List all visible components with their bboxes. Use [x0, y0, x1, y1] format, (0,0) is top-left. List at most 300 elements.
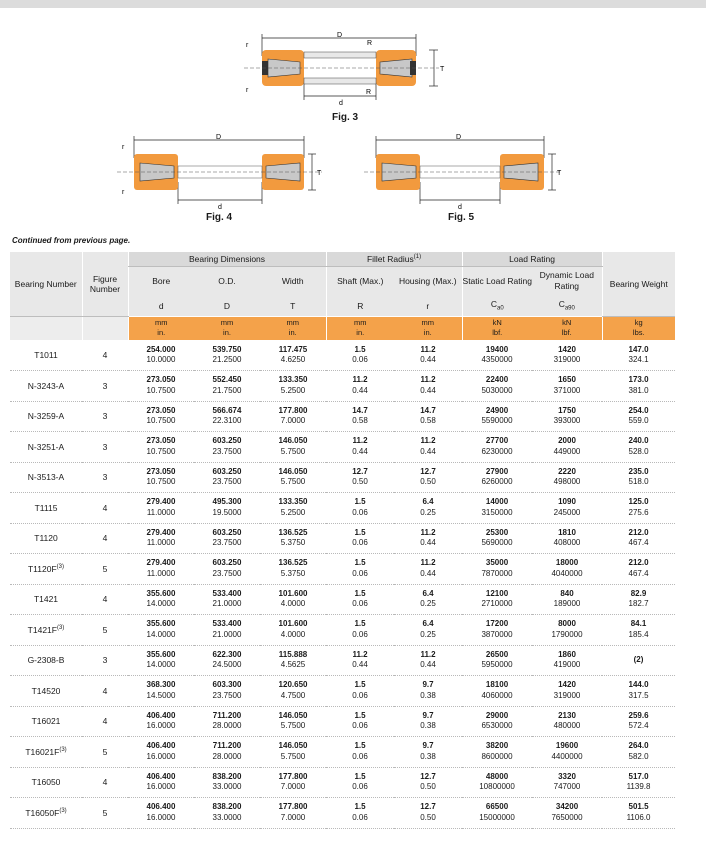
bearing-number: T1011: [34, 350, 58, 360]
R-imperial-value: 0.06: [352, 629, 368, 639]
r-cell: [394, 706, 462, 737]
od-metric-value: 711.200: [212, 710, 242, 720]
wt-metric-value: 235.0: [628, 466, 649, 476]
table-row: [10, 737, 675, 768]
w-cell: [260, 340, 326, 371]
od-cell: [194, 645, 260, 676]
wt-imperial-value: 185.4: [628, 629, 649, 639]
R-imperial-value: 0.50: [352, 477, 368, 487]
wt-metric-value: 147.0: [628, 344, 649, 354]
st-cell: [462, 554, 532, 585]
bore-cell: [128, 584, 194, 615]
bearing-number: T1421F: [27, 624, 57, 635]
st-cell: [462, 798, 532, 829]
bore-metric-value: 273.050: [146, 436, 176, 446]
r-cell: [394, 798, 462, 829]
r-cell: [394, 462, 462, 493]
wt-metric-value: 240.0: [628, 436, 649, 446]
table-row: [10, 371, 675, 402]
R-metric-value: 1.5: [354, 344, 366, 354]
w-metric-value: 136.525: [278, 558, 308, 568]
fig3-label-r-top: r: [246, 42, 249, 49]
wt-imperial-value: 559.0: [628, 416, 649, 426]
header-shaft: Shaft (Max.): [326, 266, 394, 296]
bearing-number: N-3513-A: [27, 472, 65, 483]
top-band: [0, 0, 706, 8]
st-metric-value: 26500: [485, 649, 509, 659]
fig4-label-r-top: r: [122, 144, 125, 151]
R-metric-value: 14.7: [352, 405, 368, 415]
dy-metric-value: 1750: [558, 405, 576, 415]
wt-cell: [602, 493, 675, 524]
wt-imperial-value: 572.4: [628, 721, 649, 731]
header-static: Static Load Rating: [462, 266, 532, 296]
dy-cell: [532, 645, 602, 676]
od-imperial-value: 23.7500: [212, 538, 242, 548]
st-cell: [462, 523, 532, 554]
dy-cell: [532, 462, 602, 493]
od-imperial-value: 22.3100: [212, 416, 242, 426]
dy-cell: [532, 584, 602, 615]
dy-imperial-value: 7650000: [551, 812, 583, 822]
w-cell: [260, 493, 326, 524]
st-cell: [462, 615, 532, 646]
bore-cell: [128, 493, 194, 524]
r-cell: [394, 340, 462, 371]
bore-metric-value: 279.400: [146, 497, 176, 507]
w-imperial-value: 5.7500: [280, 751, 306, 761]
w-cell: [260, 737, 326, 768]
units-shaft: mm in.: [326, 316, 394, 340]
dy-imperial-value: 408000: [553, 538, 581, 548]
fig5-label-d: d: [458, 204, 462, 211]
w-metric-value: 115.888: [278, 649, 308, 659]
st-imperial-value: 6260000: [481, 477, 513, 487]
w-cell: [260, 523, 326, 554]
bearing-number: T14520: [31, 685, 61, 696]
bearing-number-cell: [10, 462, 82, 493]
R-cell: [326, 401, 394, 432]
table-row: [10, 401, 675, 432]
st-metric-value: 27900: [485, 466, 509, 476]
st-metric-value: 29000: [485, 710, 509, 720]
r-cell: [394, 645, 462, 676]
bore-cell: [128, 554, 194, 585]
R-metric-value: 1.5: [354, 680, 366, 690]
w-cell: [260, 554, 326, 585]
symbol-r: r: [394, 296, 462, 316]
figure-number-cell: 5: [82, 615, 128, 646]
dy-cell: [532, 554, 602, 585]
bore-cell: [128, 706, 194, 737]
r-metric-value: 9.7: [422, 680, 434, 690]
r-imperial-value: 0.50: [420, 477, 436, 487]
w-cell: [260, 371, 326, 402]
figure-number-cell: 4: [82, 493, 128, 524]
r-metric-value: 12.7: [420, 802, 436, 812]
bore-cell: [128, 432, 194, 463]
units-blank-1: [10, 316, 82, 340]
st-imperial-value: 6530000: [481, 721, 513, 731]
od-metric-value: 495.300: [212, 497, 242, 507]
r-cell: [394, 523, 462, 554]
wt-cell: [602, 615, 675, 646]
symbol-ca0-c: C: [490, 299, 497, 310]
w-imperial-value: 4.0000: [280, 629, 306, 639]
w-imperial-value: 4.7500: [280, 690, 306, 700]
R-metric-value: 1.5: [354, 710, 366, 720]
od-imperial-value: 24.5000: [212, 660, 242, 670]
dy-metric-value: 840: [560, 588, 574, 598]
dy-imperial-value: 371000: [553, 385, 581, 395]
wt-cell: [602, 371, 675, 402]
st-imperial-value: 15000000: [479, 812, 515, 822]
st-cell: [462, 737, 532, 768]
od-cell: [194, 798, 260, 829]
dy-cell: [532, 737, 602, 768]
fig3-label-D: D: [337, 32, 343, 39]
fig4-label-r-bottom: r: [122, 189, 125, 196]
bore-imperial-value: 14.0000: [146, 660, 176, 670]
od-cell: [194, 676, 260, 707]
R-metric-value: 11.2: [352, 375, 368, 385]
R-imperial-value: 0.06: [352, 751, 368, 761]
wt-imperial-value: 582.0: [628, 751, 649, 761]
dy-imperial-value: 189000: [553, 599, 581, 609]
footnote-marker: (3): [59, 807, 67, 814]
od-cell: [194, 493, 260, 524]
od-cell: [194, 554, 260, 585]
wt-imperial-value: 528.0: [628, 446, 649, 456]
dy-metric-value: 1090: [558, 497, 576, 507]
wt-cell: [602, 432, 675, 463]
od-metric-value: 533.400: [212, 619, 242, 629]
bore-imperial-value: 11.0000: [146, 538, 176, 548]
figure-3-drawing: [224, 28, 454, 108]
w-metric-value: 133.350: [278, 497, 308, 507]
table-row: [10, 523, 675, 554]
symbol-ca0-sub: a0: [496, 306, 504, 313]
r-imperial-value: 0.38: [420, 721, 436, 731]
dy-imperial-value: 449000: [553, 446, 581, 456]
w-cell: [260, 462, 326, 493]
r-metric-value: 11.2: [420, 344, 436, 354]
w-metric-value: 146.050: [278, 466, 308, 476]
r-metric-value: 11.2: [420, 558, 436, 568]
dy-metric-value: 1860: [558, 649, 576, 659]
bearing-number-cell: [10, 401, 82, 432]
units-dynamic: kN lbf.: [532, 316, 602, 340]
dy-cell: [532, 767, 602, 798]
st-cell: [462, 584, 532, 615]
dy-cell: [532, 493, 602, 524]
R-metric-value: 1.5: [354, 619, 366, 629]
table-row: [10, 493, 675, 524]
bore-cell: [128, 798, 194, 829]
r-imperial-value: 0.44: [420, 355, 436, 364]
dy-cell: [532, 798, 602, 829]
fillet-radius-label: Fillet Radius: [366, 253, 414, 264]
bore-metric-value: 355.600: [146, 619, 176, 629]
units-weight: kg lbs.: [602, 316, 675, 340]
dy-imperial-value: 480000: [553, 721, 581, 731]
bore-cell: [128, 462, 194, 493]
r-metric-value: 11.2: [420, 649, 436, 659]
symbol-ca90-c: C: [558, 299, 565, 310]
fig3-label-R-bottom: R: [366, 89, 372, 96]
w-metric-value: 101.600: [278, 588, 308, 598]
figure-number-cell: 3: [82, 432, 128, 463]
od-cell: [194, 584, 260, 615]
R-cell: [326, 615, 394, 646]
wt-metric-value: 173.0: [628, 375, 649, 385]
dy-imperial-value: 1790000: [551, 629, 583, 639]
dy-metric-value: 2000: [558, 436, 576, 446]
R-metric-value: 1.5: [354, 802, 366, 812]
od-metric-value: 838.200: [212, 771, 242, 781]
table-row: [10, 615, 675, 646]
od-metric-value: 566.674: [212, 405, 242, 415]
wt-imperial-value: 324.1: [628, 355, 649, 364]
R-metric-value: 1.5: [354, 771, 366, 781]
bearing-number: T16050F: [25, 807, 60, 818]
od-imperial-value: 33.0000: [212, 782, 242, 792]
w-imperial-value: 5.2500: [280, 385, 306, 395]
dy-imperial-value: 393000: [553, 416, 581, 426]
R-metric-value: 12.7: [352, 466, 368, 476]
w-cell: [260, 645, 326, 676]
units-bore: mm in.: [128, 316, 194, 340]
od-imperial-value: 19.5000: [212, 507, 242, 517]
dy-imperial-value: 319000: [553, 690, 581, 700]
od-imperial-value: 23.7500: [212, 690, 242, 700]
header-load-rating: Load Rating: [462, 252, 602, 266]
wt-cell: [602, 462, 675, 493]
st-cell: [462, 767, 532, 798]
R-cell: [326, 493, 394, 524]
od-metric-value: 533.400: [212, 588, 242, 598]
units-static: kN lbf.: [462, 316, 532, 340]
bearing-number: T16021: [31, 716, 61, 727]
fig3-label-d: d: [339, 100, 343, 107]
figure-number-cell: 5: [82, 737, 128, 768]
w-imperial-value: 4.6250: [280, 355, 306, 364]
bore-metric-value: 279.400: [146, 558, 176, 568]
od-cell: [194, 615, 260, 646]
st-imperial-value: 10800000: [479, 782, 515, 792]
od-metric-value: 622.300: [212, 649, 242, 659]
w-imperial-value: 5.7500: [280, 721, 306, 731]
r-metric-value: 14.7: [420, 405, 436, 415]
od-metric-value: 838.200: [212, 802, 242, 812]
fig5-label-T: T: [557, 170, 562, 177]
R-cell: [326, 706, 394, 737]
r-metric-value: 12.7: [420, 466, 436, 476]
r-imperial-value: 0.25: [420, 629, 436, 639]
header-width: Width: [260, 266, 326, 296]
R-imperial-value: 0.06: [352, 812, 368, 822]
r-imperial-value: 0.25: [420, 599, 436, 609]
wt-imperial-value: 381.0: [628, 385, 649, 395]
bearing-number-cell: [10, 737, 82, 768]
bearing-number-cell: [10, 615, 82, 646]
w-imperial-value: 4.0000: [280, 599, 306, 609]
bore-imperial-value: 11.0000: [146, 568, 176, 578]
fillet-radius-note: (1): [413, 253, 422, 260]
bore-cell: [128, 615, 194, 646]
wt-imperial-value: 182.7: [628, 599, 649, 609]
w-imperial-value: 5.2500: [280, 507, 306, 517]
dy-metric-value: 18000: [555, 558, 579, 568]
r-cell: [394, 584, 462, 615]
bearing-number-cell: [10, 371, 82, 402]
figure-number-cell: 3: [82, 371, 128, 402]
table-row: [10, 767, 675, 798]
header-fillet-radius: [326, 252, 462, 266]
bearing-number-cell: [10, 523, 82, 554]
bore-imperial-value: 14.0000: [146, 599, 176, 609]
dy-metric-value: 2130: [558, 710, 576, 720]
figure-number-cell: 4: [82, 340, 128, 371]
footnote-marker: (3): [56, 563, 64, 570]
fig5-caption: Fig. 5: [448, 212, 475, 223]
fig4-label-T: T: [317, 170, 322, 177]
w-metric-value: 136.525: [278, 527, 308, 537]
R-metric-value: 1.5: [354, 558, 366, 568]
st-metric-value: 35000: [485, 558, 509, 568]
bore-cell: [128, 767, 194, 798]
bore-metric-value: 273.050: [146, 405, 176, 415]
symbol-d: d: [128, 296, 194, 316]
R-imperial-value: 0.06: [352, 538, 368, 548]
r-cell: [394, 493, 462, 524]
r-imperial-value: 0.38: [420, 751, 436, 761]
bearing-number-cell: [10, 706, 82, 737]
r-cell: [394, 371, 462, 402]
dy-cell: [532, 706, 602, 737]
R-cell: [326, 584, 394, 615]
dy-imperial-value: 4040000: [551, 568, 583, 578]
header-bore: Bore: [128, 266, 194, 296]
dy-cell: [532, 432, 602, 463]
header-bearing-number: Bearing Number: [10, 252, 82, 316]
r-imperial-value: 0.50: [420, 782, 436, 792]
bore-cell: [128, 676, 194, 707]
st-imperial-value: 2710000: [481, 599, 513, 609]
bore-cell: [128, 340, 194, 371]
R-imperial-value: 0.58: [352, 416, 368, 426]
dy-metric-value: 1420: [558, 680, 576, 690]
st-imperial-value: 3150000: [481, 507, 513, 517]
table-row: [10, 676, 675, 707]
bearing-number-cell: [10, 340, 82, 371]
R-metric-value: 1.5: [354, 497, 366, 507]
wt-metric-value: 84.1: [630, 619, 647, 629]
od-cell: [194, 706, 260, 737]
figure-number-cell: 3: [82, 645, 128, 676]
od-metric-value: 603.250: [212, 527, 242, 537]
st-metric-value: 48000: [485, 771, 509, 781]
w-cell: [260, 676, 326, 707]
R-imperial-value: 0.44: [352, 660, 368, 670]
figure-number-cell: 4: [82, 676, 128, 707]
wt-cell: [602, 676, 675, 707]
R-imperial-value: 0.06: [352, 721, 368, 731]
wt-imperial-value: 518.0: [628, 477, 649, 487]
r-cell: [394, 767, 462, 798]
od-metric-value: 539.750: [212, 344, 242, 354]
st-metric-value: 38200: [485, 741, 509, 751]
units-housing: mm in.: [394, 316, 462, 340]
R-metric-value: 11.2: [352, 436, 368, 446]
R-cell: [326, 645, 394, 676]
st-imperial-value: 5950000: [481, 660, 513, 670]
wt-imperial-value: 467.4: [628, 538, 649, 548]
od-imperial-value: 28.0000: [212, 721, 242, 731]
w-imperial-value: 5.3750: [280, 568, 306, 578]
fig5-label-D: D: [456, 134, 462, 141]
bore-metric-value: 406.400: [146, 771, 176, 781]
dy-imperial-value: 319000: [553, 355, 581, 364]
od-imperial-value: 23.7500: [212, 477, 242, 487]
figure-number-cell: 3: [82, 462, 128, 493]
footnote-marker: (3): [59, 746, 67, 753]
R-imperial-value: 0.06: [352, 599, 368, 609]
st-cell: [462, 432, 532, 463]
dy-imperial-value: 245000: [553, 507, 581, 517]
st-cell: [462, 401, 532, 432]
R-cell: [326, 767, 394, 798]
st-metric-value: 24900: [485, 405, 509, 415]
units-width: mm in.: [260, 316, 326, 340]
r-imperial-value: 0.44: [420, 446, 436, 456]
w-metric-value: 177.800: [278, 802, 308, 812]
dy-metric-value: 3320: [558, 771, 576, 781]
R-imperial-value: 0.06: [352, 690, 368, 700]
w-imperial-value: 5.3750: [280, 538, 306, 548]
bearing-number: N-3251-A: [27, 441, 65, 452]
dy-cell: [532, 523, 602, 554]
R-cell: [326, 340, 394, 371]
wt-metric-value: (2): [633, 655, 644, 664]
table-body: [10, 340, 675, 828]
bearing-number-cell: [10, 432, 82, 463]
R-imperial-value: 0.44: [352, 446, 368, 456]
r-metric-value: 11.2: [420, 375, 436, 385]
wt-cell: [602, 645, 675, 676]
dy-cell: [532, 340, 602, 371]
dy-metric-value: 8000: [558, 619, 576, 629]
w-imperial-value: 7.0000: [280, 416, 306, 426]
R-metric-value: 1.5: [354, 588, 366, 598]
od-cell: [194, 401, 260, 432]
w-metric-value: 177.800: [278, 405, 308, 415]
wt-cell: [602, 584, 675, 615]
od-cell: [194, 523, 260, 554]
table-row: [10, 798, 675, 829]
symbol-ca90-sub: a90: [564, 306, 575, 313]
figure-5-drawing: [362, 132, 572, 212]
od-imperial-value: 28.0000: [212, 751, 242, 761]
od-imperial-value: 33.0000: [212, 812, 242, 822]
bore-metric-value: 254.000: [146, 344, 176, 354]
st-cell: [462, 645, 532, 676]
bearing-number-cell: [10, 554, 82, 585]
dy-cell: [532, 371, 602, 402]
bearing-number-cell: [10, 493, 82, 524]
st-imperial-value: 4350000: [481, 355, 513, 364]
bearing-number: N-3243-A: [27, 380, 65, 391]
